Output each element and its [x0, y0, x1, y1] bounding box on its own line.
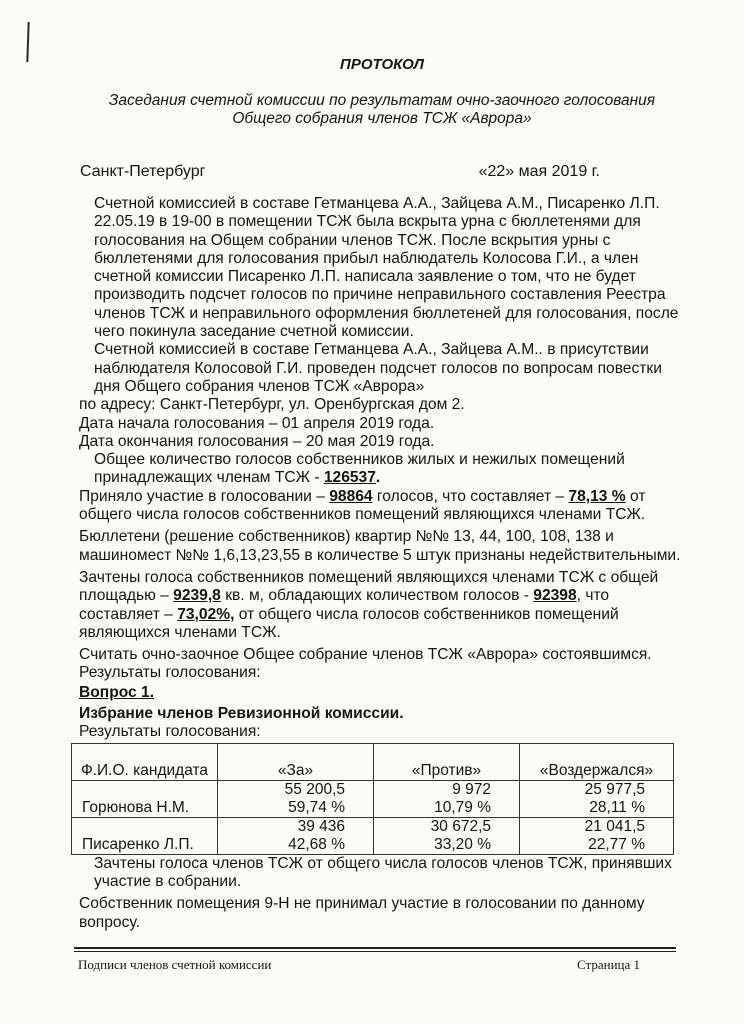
header-for: «За»	[218, 743, 374, 780]
voting-results-table	[71, 743, 674, 855]
cell-abstain: 25 977,5 28,11 %	[520, 780, 674, 817]
date: «22» мая 2019 г.	[478, 163, 600, 180]
paragraph-start-date: Дата начала голосования – 01 апреля 2019 года.	[79, 414, 435, 432]
subtitle-line-1: Заседания счетной комиссии по результатам очно-заочного голосования	[108, 92, 656, 109]
paragraph-quorum: Считать очно-заочное Общее собрание членов ТСЖ «Аврора» состоявшимся.	[79, 646, 652, 664]
paragraph-participation: Приняло участие в голосовании – 98864 голосов, что составляет – 78,13 % от общего числа голосов собственников помещений являющихся членами ТСЖ.	[79, 487, 646, 524]
cell-for: 55 200,5 59,74 %	[218, 780, 374, 817]
place-date-line	[80, 163, 600, 181]
counted-area-value: 9239,8	[173, 587, 221, 605]
counted-votes-value: 92398	[533, 587, 577, 605]
paragraph-owner-absent: Собственник помещения 9-Н не принимал участие в голосовании по данному вопросу.	[79, 895, 645, 931]
total-votes-value: 126537	[323, 469, 376, 487]
participation-percent-value: 78,13 %	[568, 487, 626, 505]
paragraph-counted-members: Зачтены голоса членов ТСЖ от общего числа голосов членов ТСЖ, принявших участие в собрании.	[94, 854, 672, 890]
footer-divider	[74, 947, 676, 949]
participation-votes-value: 98864	[329, 487, 373, 505]
document-body	[79, 195, 681, 932]
footer-page-number: Страница 1	[577, 957, 641, 972]
paragraph-invalid-ballots: Бюллетени (решение собственников) квартир №№ 13, 44, 100, 108, 138 и машиномест №№ 1,6,13,23,55 в количестве 5 штук признаны недействительными.	[79, 528, 681, 564]
counted-percent-value: 73,02%,	[177, 605, 235, 623]
paragraph-results-label: Результаты голосования:	[79, 664, 261, 682]
header-against: «Против»	[374, 743, 520, 780]
document-title: ПРОТОКОЛ	[340, 56, 424, 73]
place: Санкт-Петербург	[80, 163, 206, 180]
subtitle-line-2: Общего собрания членов ТСЖ «Аврора»	[232, 110, 532, 127]
question-title: Избрание членов Ревизионной комиссии.	[79, 705, 404, 723]
question-results-label: Результаты голосования:	[79, 723, 261, 741]
cell-against: 9 972 10,79 %	[374, 780, 520, 817]
paragraph-vote-count: Счетной комиссией в составе Гетманцева А.А., Зайцева А.М.. в присутствии наблюдателя Колосовой Г.И. проведен подсчет голосов по вопросам повестки дня Общего собрания членов ТСЖ «Аврора»	[94, 341, 662, 395]
document-subtitle	[0, 92, 744, 128]
question-label: Вопрос 1.	[79, 683, 155, 701]
paragraph-address: по адресу: Санкт-Петербург, ул. Оренбургская дом 2.	[79, 396, 465, 414]
footer-signatures: Подписи членов счетной комиссии	[78, 957, 272, 972]
cell-abstain: 21 041,5 22,77 %	[520, 817, 674, 854]
cell-against: 30 672,5 33,20 %	[374, 817, 520, 854]
paragraph-commission-opening: Счетной комиссией в составе Гетманцева А.А., Зайцева А.М., Писаренко Л.П. 22.05.19 в 19-00 в помещении ТСЖ была вскрыта урна с бюллетенями для голосования на Общем собрании членов ТСЖ. После вскрытия урны с бюллетенями для голосования прибыл наблюдатель Колосова Г.И., а член счетной комиссии Писаренко Л.П. написала заявление о том, что не будет производить подсчет голосов по причине неправильного составления Реестра членов ТСЖ и неправильного оформления бюллетеней для голосования, после чего покинула заседание счетной комиссии.	[94, 195, 679, 341]
paragraph-counted-votes: Зачтены голоса собственников помещений являющихся членами ТСЖ с общей площадью – 9239,8 кв. м, обладающих количеством голосов - 92398, что составляет – 73,02%, от общего числа голосов собственников помещений являющихся членами ТСЖ.	[79, 568, 659, 641]
footer-divider-thin	[74, 951, 676, 952]
table-row	[72, 780, 674, 817]
paragraph-end-date: Дата окончания голосования – 20 мая 2019 года.	[79, 432, 435, 450]
header-candidate: Ф.И.О. кандидата	[72, 743, 218, 780]
header-abstain: «Воздержался»	[520, 743, 674, 780]
candidate-name: Горюнова Н.М.	[72, 780, 218, 817]
table-row	[72, 817, 674, 854]
cell-for: 39 436 42,68 %	[218, 817, 374, 854]
table-header-row	[72, 743, 674, 780]
paragraph-total-votes: Общее количество голосов собственников жилых и нежилых помещений принадлежащих членам ТСЖ - 126537.	[94, 451, 625, 487]
candidate-name: Писаренко Л.П.	[72, 817, 218, 854]
